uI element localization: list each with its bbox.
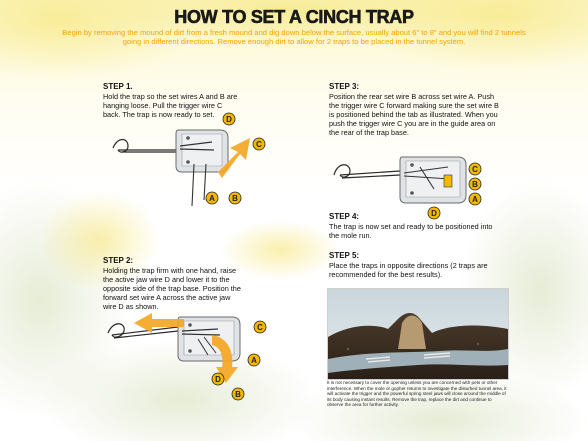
step-1-heading: STEP 1. [103, 82, 133, 91]
svg-text:C: C [256, 140, 262, 149]
step-2 [103, 256, 243, 311]
step-4-heading: STEP 4: [329, 212, 360, 221]
page-title: HOW TO SET A CINCH TRAP [174, 7, 414, 27]
step-5-text: Place the traps in opposite directions (2 traps are recommended for the best results). [329, 261, 488, 279]
label-d-badge [223, 113, 235, 125]
trap-base [176, 130, 228, 172]
label-d-badge [212, 373, 224, 385]
label-a-badge [469, 193, 481, 205]
step-3-text: Position the rear set wire B across set wire A. Push the trigger wire C forward making sure the set wire B is positioned behind the tab as illustrated. When you push the trigger wire C you are in the guide area on the rear of the trap base. [329, 92, 499, 137]
svg-text:D: D [431, 209, 437, 218]
svg-text:B: B [472, 180, 478, 189]
label-b-badge [232, 388, 244, 400]
label-a-badge [248, 354, 260, 366]
step-3-heading: STEP 3: [329, 82, 360, 91]
svg-text:A: A [251, 356, 257, 365]
svg-text:B: B [232, 194, 238, 203]
step-4-text: The trap is now set and ready to be positioned into the mole run. [329, 222, 493, 240]
step-2-heading: STEP 2: [103, 256, 134, 265]
label-c-badge [469, 163, 481, 175]
label-b-badge [469, 178, 481, 190]
step-2-text: Holding the trap firm with one hand, raise the active jaw wire D and lower it to the opposite side of the trap base. Position the forward set wire A across the active jaw wire D as shown. [103, 266, 241, 311]
trap-illustration-step-1 [110, 108, 280, 218]
trap-base [400, 157, 466, 203]
trap-illustration-step-2 [100, 305, 270, 405]
label-c-badge [253, 138, 265, 150]
step-1-text: Hold the trap so the set wires A and B are hanging loose. Pull the trigger wire C back. The trap is now ready to set. [103, 92, 238, 119]
svg-text:C: C [257, 323, 263, 332]
direction-arrow-left [134, 313, 184, 333]
label-c-badge [254, 321, 266, 333]
tunnel-photo-art [328, 289, 508, 379]
intro-text: Begin by removing the mound of dirt from a fresh mound and dig down below the surface, usually about 6" to 8" and you will find 2 tunnels going in different directions. Remove enough dirt to allow for 2 traps to be placed in the tunnel system. [62, 28, 526, 46]
step-5 [329, 251, 499, 279]
note-text: It is not necessary to cover the opening unless you are concerned with pets or other interference. When the mole or gopher returns to investigate the disturbed tunnel area, it will activate the trigger and the powerful spring steel jaws will close around the middle of its body causing instant results. Remove the trap, replace the dirt and continue to observe the area for further activity. [327, 380, 507, 408]
svg-text:D: D [215, 375, 221, 384]
step-3 [329, 82, 504, 137]
trap-wire-loop [334, 165, 400, 178]
step-5-heading: STEP 5: [329, 251, 360, 260]
svg-text:D: D [226, 115, 232, 124]
label-d-badge [428, 207, 440, 219]
svg-text:C: C [472, 165, 478, 174]
trap-illustration-step-3 [330, 145, 490, 220]
svg-text:A: A [472, 195, 478, 204]
label-a-badge [206, 192, 218, 204]
label-b-badge [229, 192, 241, 204]
trap-wire-loop [113, 140, 180, 153]
svg-text:B: B [235, 390, 241, 399]
svg-text:A: A [209, 194, 215, 203]
tunnel-photo [327, 288, 509, 380]
